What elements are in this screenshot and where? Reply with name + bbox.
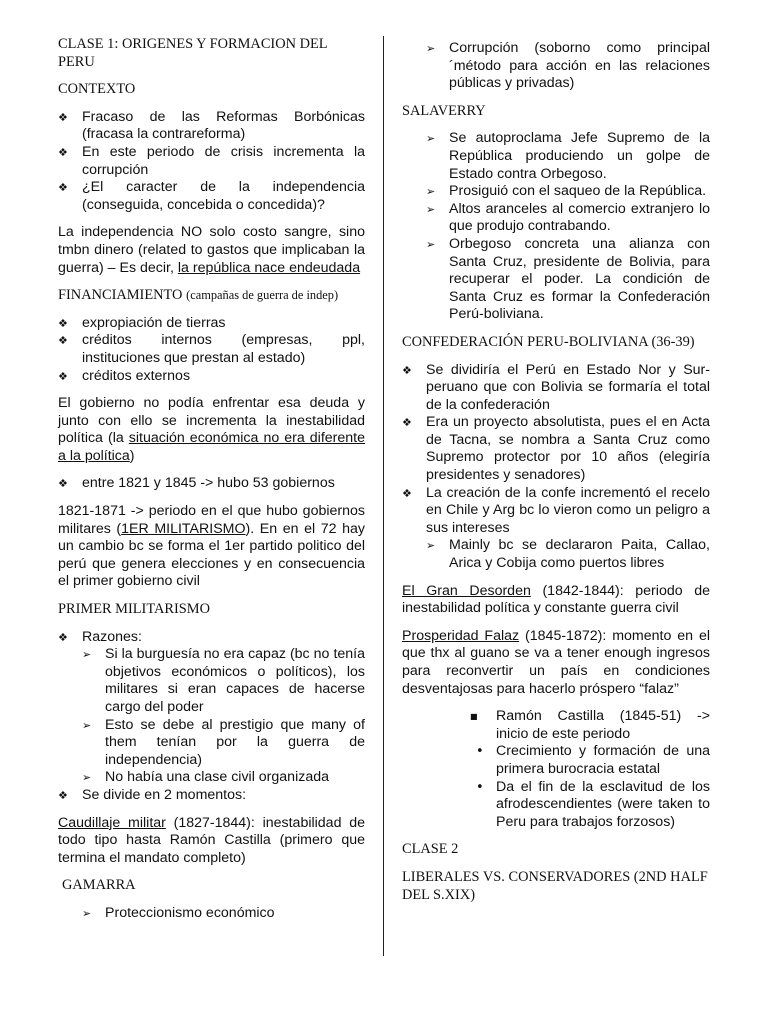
diamond-bullet-icon: ❖	[402, 486, 412, 500]
arrow-bullet-icon: ➢	[426, 42, 436, 55]
list-item: ❖ En este periodo de crisis incrementa la corrupción	[58, 143, 365, 178]
list-item: ❖ Era un proyecto absolutista, pues el en Acta de Tacna, se nombra a Santa Cruz como Supremo protector por 10 años (elegiría presidentes y senadores)	[402, 414, 710, 484]
gamarra-heading: GAMARRA	[62, 877, 136, 894]
list-item: ➢ Se autoproclama Jefe Supremo de la República produciendo un golpe de Estado contra Orbegoso.	[426, 130, 710, 182]
list-item: ➢ Corrupción (soborno como principal ´método para acción en las relaciones públicas y privadas)	[426, 40, 710, 92]
diamond-bullet-icon: ❖	[58, 145, 68, 159]
independencia-paragraph: La independencia NO solo costo sangre, sino tmbn dinero (related to gastos que implicaban la guerra) – Es decir, la república nace endeudada	[58, 224, 365, 276]
list-item: ❖ Se divide en 2 momentos:	[58, 786, 247, 803]
list-item: ❖ créditos internos (empresas, ppl, instituciones que prestan al estado)	[58, 332, 365, 366]
confederacion-sublist	[426, 537, 710, 572]
list-item: ➢ Mainly bc se declararon Paita, Callao, Arica y Cobija como puertos libres	[426, 537, 710, 572]
list-item: ❖ ¿El caracter de la independencia (conseguida, concebida o concedida)?	[58, 179, 365, 213]
left-column	[58, 36, 365, 933]
list-item: ❖ entre 1821 y 1845 -> hubo 53 gobiernos	[58, 475, 335, 492]
list-item: ❖ expropiación de tierras	[58, 314, 226, 331]
diamond-bullet-icon: ❖	[402, 416, 412, 430]
arrow-bullet-icon: ➢	[426, 237, 436, 251]
list-item: ➢ Esto se debe al prestigio que many of them tenían por la guerra de independencia)	[82, 716, 365, 768]
list-item: ➢ Orbegoso concreta una alianza con Santa Cruz, presidente de Bolivia, para recuperar el poder. La condición de Santa Cruz es formar la Confederación Perú-boliviana.	[426, 235, 710, 323]
diamond-bullet-icon: ❖	[58, 334, 68, 348]
clase2-heading: CLASE 2	[402, 841, 459, 858]
confederacion-list	[402, 362, 710, 573]
gran-desorden-paragraph: El Gran Desorden (1842-1844): periodo de inestabilidad política y constante guerra civil	[402, 582, 710, 617]
diamond-bullet-icon: ❖	[58, 630, 68, 644]
list-item: ➢ Prosiguió con el saqueo de la República.	[426, 183, 707, 200]
contexto-list	[58, 109, 365, 215]
list-item: ❖ Fracaso de las Reformas Borbónicas (fracasa la contrareforma)	[58, 108, 365, 143]
class-title: CLASE 1: ORIGENES Y FORMACION DEL PERU	[58, 36, 328, 70]
list-item: • Crecimiento y formación de una primera burocracia estatal	[476, 743, 710, 777]
list-item: ❖ créditos externos	[58, 367, 191, 384]
list-item: ➢ Altos aranceles al comercio extranjero lo que produjo contrabando.	[426, 200, 710, 235]
arrow-bullet-icon: ➢	[82, 718, 92, 732]
salaverry-heading: SALAVERRY	[402, 102, 486, 119]
militarismo-paragraph: 1821-1871 -> periodo en el que hubo gobiernos militares (1ER MILITARISMO). En en el 72 hay un cambio bc se forma el 1er partido politico del perú que genera elecciones y en consecuencia el primer gobierno civil	[58, 503, 365, 590]
gamarra-list	[58, 905, 365, 923]
diamond-bullet-icon: ❖	[58, 316, 68, 330]
castilla-sublist	[402, 743, 710, 831]
list-item: ❖ Razones: ➢ Si la burguesía no era capaz (bc no tenía objetivos económicos o políticos), los militares si eran capaces de hacerse cargo del poder ➢ Esto se debe al prestigio que many of them tenían por la guerra de independencia) ➢ No había una clase civil organizada	[58, 628, 365, 786]
diamond-bullet-icon: ❖	[58, 369, 68, 383]
diamond-bullet-icon: ❖	[58, 110, 68, 124]
diamond-bullet-icon: ❖	[58, 477, 68, 491]
dot-bullet-icon: •	[476, 744, 484, 760]
diamond-bullet-icon: ❖	[58, 788, 68, 802]
salaverry-list	[402, 130, 710, 324]
arrow-bullet-icon: ➢	[426, 185, 436, 199]
liberales-heading: LIBERALES VS. CONSERVADORES (2ND HALF DEL S.XIX)	[402, 868, 708, 903]
arrow-bullet-icon: ➢	[82, 648, 92, 662]
arrow-bullet-icon: ➢	[82, 906, 92, 920]
contexto-heading: CONTEXTO	[58, 81, 136, 98]
dot-bullet-icon: •	[476, 779, 484, 795]
list-item: ❖ Se dividiría el Perú en Estado Nor y Sur-peruano que con Bolivia se formaría el total de la confederación	[402, 361, 710, 413]
list-item: ➢ Si la burguesía no era capaz (bc no tenía objetivos económicos o políticos), los militares si eran capaces de hacerse cargo del poder	[82, 646, 365, 715]
arrow-bullet-icon: ➢	[426, 132, 436, 146]
right-column	[402, 36, 710, 914]
caudillaje-paragraph: Caudillaje militar (1827-1844): inestabilidad de todo tipo hasta Ramón Castilla (primero que termina el mandato completo)	[58, 814, 365, 866]
square-bullet-icon: ■	[470, 712, 478, 722]
diamond-bullet-icon: ❖	[402, 363, 412, 377]
confederacion-heading: CONFEDERACIÓN PERU-BOLIVIANA (36-39)	[402, 333, 695, 350]
arrow-bullet-icon: ➢	[426, 539, 436, 553]
gobierno-paragraph: El gobierno no podía enfrentar esa deuda y junto con ello se incrementa la inestabilidad política (la situación económica no era diferente a la política)	[58, 395, 365, 464]
list-item: ❖ La creación de la confe incrementó el recelo en Chile y Arg bc lo vieron como un peligro a sus intereses ➢ Mainly bc se declararon Paita, Callao, Arica y Cobija como puertos libres	[402, 484, 710, 572]
list-item: ➢ Proteccionismo económico	[82, 904, 275, 921]
arrow-bullet-icon: ➢	[426, 202, 436, 216]
financiamiento-list	[58, 315, 365, 385]
primer-militarismo-heading: PRIMER MILITARISMO	[58, 601, 210, 618]
arrow-bullet-icon: ➢	[82, 771, 92, 785]
razones-list	[58, 629, 365, 805]
column-divider	[383, 36, 384, 956]
diamond-bullet-icon: ❖	[58, 181, 68, 195]
prosperidad-falaz-paragraph: Prosperidad Falaz (1845-1872): momento en el que thx al guano se va a tener enough ingresos para reconvertir un país en condiciones desventajosas para hacerlo próspero “falaz”	[402, 627, 710, 697]
razones-sublist	[82, 646, 365, 787]
list-item: ➢ No había una clase civil organizada	[82, 769, 329, 786]
castilla-list	[402, 708, 710, 743]
financiamiento-heading: FINANCIAMIENTO (campañas de guerra de indep)	[58, 287, 339, 304]
gobiernos-list	[58, 475, 365, 493]
corrupcion-list	[402, 40, 710, 93]
list-item: • Da el fin de la esclavitud de los afrodescendientes (were taken to Peru para trabajos forzosos)	[476, 778, 710, 830]
list-item: ■ Ramón Castilla (1845-51) -> inicio de este periodo	[470, 708, 710, 742]
